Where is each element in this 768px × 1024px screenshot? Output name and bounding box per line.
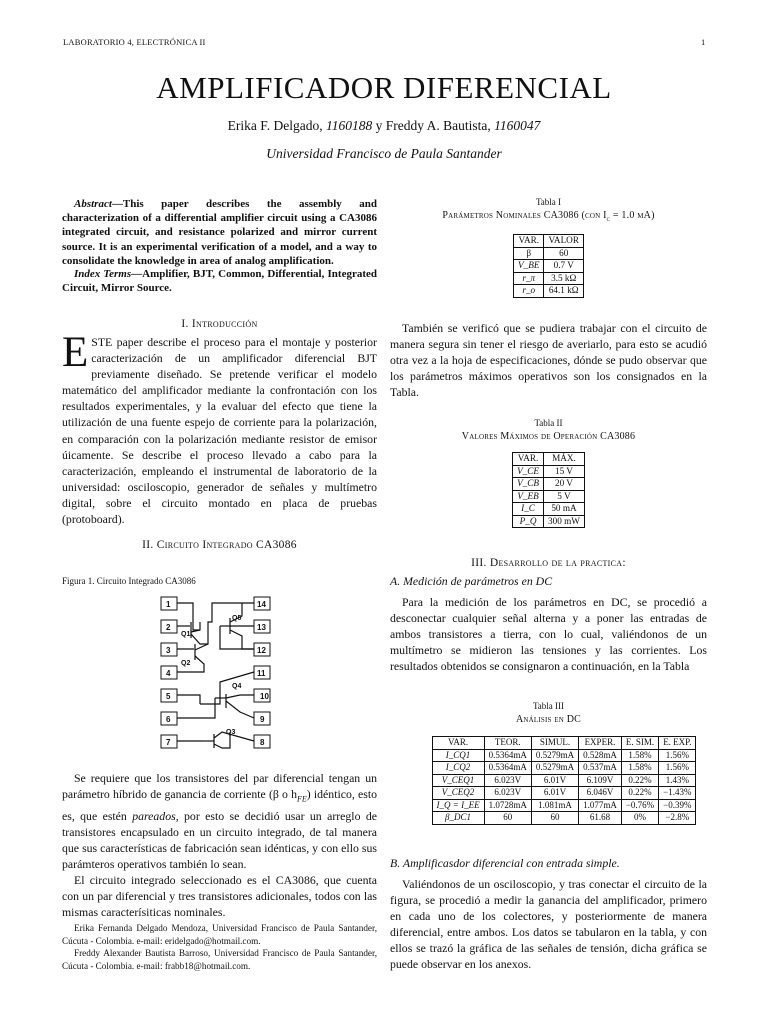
table-row: I_C 50 mA bbox=[513, 503, 585, 516]
pin-label-left: 1 bbox=[166, 600, 171, 609]
table-3-caption: Tabla III Análisis en DC bbox=[515, 701, 582, 725]
abstract-label: Abstract bbox=[74, 198, 112, 210]
pin-label-right: 10 bbox=[260, 692, 269, 701]
pin-label-right: 12 bbox=[257, 646, 266, 655]
table-1-followup: También se verificó que se pudiera trabajar con el circuito de manera segura sin tener el riesgo de averiarlo, para esto se acudió otra vez a la hoja de especificaciones, dónde se pudo observar que los parámetros máximos operativos son los consignados en la Tabla. bbox=[390, 321, 707, 400]
subsection-a-title: A. Medición de parámetros en DC bbox=[390, 574, 553, 588]
transistor-label-q5: Q5 bbox=[232, 615, 242, 622]
pin-label-right: 8 bbox=[260, 738, 265, 747]
section-2-body: Se requiere que los transistores del par diferencial tengan un parámetro híbrido de ganancia de corriente (β o $h_{FE}$) idéntico, esto es, que estén pareados, por esto se decidió usar un arreglo de transistores encapsulado en un circuito integrado, de tal manera que sus características de fabricación sean idénticas, y con ello sus parámteros operativos también lo sean. El circuito integrado seleccionado es el CA3086, que cuenta con un par diferencial y tres transistores adicionales, todos con las mismas caracterísiticas nominales. bbox=[62, 771, 378, 920]
table-row: V_BE 0.7 V bbox=[514, 260, 584, 273]
pin-label-right: 9 bbox=[260, 715, 265, 724]
transistor-label-q1: Q1 bbox=[181, 631, 191, 638]
table-row: r_o 64.1 kΩ bbox=[514, 285, 584, 298]
table-2-caption: Tabla II Valores Máximos de Operación CA3086 bbox=[461, 418, 636, 442]
figure-1-caption: Figura 1. Circuito Integrado CA3086 bbox=[62, 576, 196, 586]
pin-label-right: 13 bbox=[257, 623, 266, 632]
table-2: VAR. MÁX. V_CE 15 V V_CB 20 V V_EB 5 V I_C 50 mA P_Q 300 mW bbox=[390, 452, 707, 528]
table-row: β_DC1 60 60 61.68 0% −2.8% bbox=[432, 812, 696, 825]
section-2-title: II. Circuito Integrado CA3086 bbox=[142, 539, 297, 551]
transistor-label-q4: Q4 bbox=[232, 683, 242, 690]
table-row: β 60 bbox=[514, 247, 584, 260]
drop-cap: E bbox=[62, 329, 89, 376]
index-label: Index Terms bbox=[74, 268, 132, 280]
paper-title: AMPLIFICADOR DIFERENCIAL bbox=[156, 70, 612, 105]
table-1: VAR. VALOR β 60 V_BE 0.7 V r_π 3.5 kΩ r_o 64.1 kΩ bbox=[390, 234, 707, 298]
transistor-label-q3: Q3 bbox=[226, 729, 236, 736]
ca3086-diagram bbox=[160, 592, 272, 750]
pin-label-right: 11 bbox=[257, 669, 266, 678]
pin-label-left: 6 bbox=[166, 715, 171, 724]
page-number: 1 bbox=[701, 37, 706, 47]
table-row: r_π 3.5 kΩ bbox=[514, 272, 584, 285]
running-header: LABORATORIO 4, ELECTRÓNICA II bbox=[63, 37, 206, 47]
pin-label-left: 4 bbox=[166, 669, 171, 678]
pin-label-left: 3 bbox=[166, 646, 171, 655]
footnotes bbox=[62, 922, 377, 972]
section-3-title: III. Desarrollo de la practica: bbox=[471, 557, 626, 569]
pin-label-right: 14 bbox=[257, 600, 266, 609]
table-row: V_CEQ2 6.023V 6.01V 6.046V 0.22% −1.43% bbox=[432, 787, 696, 800]
pin-label-left: 2 bbox=[166, 623, 171, 632]
transistor-label-q2: Q2 bbox=[181, 660, 191, 667]
table-row: V_CB 20 V bbox=[513, 478, 585, 491]
footnote: Erika Fernanda Delgado Mendoza, Universidad Francisco de Paula Santander, Cúcuta - Colombia. e-mail: eridelgado@hotmail.com. bbox=[62, 923, 377, 946]
subsection-b-title: B. Amplificasdor diferencial con entrada simple. bbox=[390, 856, 620, 870]
table-row: V_CEQ1 6.023V 6.01V 6.109V 0.22% 1.43% bbox=[432, 774, 696, 787]
affiliation: Universidad Francisco de Paula Santander bbox=[266, 146, 502, 161]
subsection-b-body: Valiéndonos de un osciloscopio, y tras conectar el circuito de la figura, se procedió a medir la ganancia del amplificador, primero en cada uno de los colectores, y posteriormente de manera diferencial, entre ambos. Los datos se tabularon en la tabla, y con ellos se trazó la gráfica de las señales de tensión, dicha gráfica se puede observar en los anexos. bbox=[390, 877, 707, 972]
subsection-a-body: Para la medición de los parámetros en DC, se procedió a desconectar cualquier señal alterna y a poner las entradas de ambos transistores a tierra, con lo cual, valiéndonos de un multímetro se midieron las tensiones y las corrientes. Los resultados obtenidos se consignaron a continuación, en la Tabla bbox=[390, 595, 707, 674]
section-1-title: I. Introducción bbox=[181, 318, 258, 330]
table-row: I_CQ1 0.5364mA 0.5279mA 0.528mA 1.58% 1.56% bbox=[432, 749, 696, 762]
table-row: V_EB 5 V bbox=[513, 490, 585, 503]
table-3: VAR. TEOR. SIMUL. EXPER. E. SIM. E. EXP. I_CQ1 0.5364mA 0.5279mA 0.528mA 1.58% 1.56% I_CQ2 0.5364mA 0.5279mA 0.537mA 1.58% 1.56% V_CEQ1 6.023V 6.01V 6.109V 0.22% 1.43% V_CEQ2 6.023V 6.01V 6.046V 0.22% −1.43% I_Q = I_EE 1.0728mA 1.081mA 1.077mA −0.76% −0.39% β_DC1 60 60 61.68 0% −2.8% bbox=[394, 736, 734, 825]
table-row: I_CQ2 0.5364mA 0.5279mA 0.537mA 1.58% 1.56% bbox=[432, 762, 696, 775]
pin-label-left: 7 bbox=[166, 738, 171, 747]
table-row: I_Q = I_EE 1.0728mA 1.081mA 1.077mA −0.76% −0.39% bbox=[432, 799, 696, 812]
table-1-caption: Tabla I Parámetros Nominales CA3086 (con $I_c = 1.0$ mA) bbox=[442, 197, 655, 223]
table-row: P_Q 300 mW bbox=[513, 515, 585, 528]
authors-line: Erika F. Delgado, 1160188 y Freddy A. Bautista, 1160047 bbox=[227, 118, 541, 133]
footnote: Freddy Alexander Bautista Barroso, Universidad Francisco de Paula Santander, Cúcuta - Colombia. e-mail: frabb18@hotmail.com. bbox=[62, 948, 377, 971]
circuit-wires bbox=[177, 603, 254, 748]
index-terms: Index Terms—Amplifier, BJT, Common, Differential, Integrated Circuit, Mirror Source. bbox=[62, 268, 377, 295]
section-1-body: ESTE paper describe el proceso para el montaje y posterior caracterización de un amplificador diferencial BJT previamente diseñado. Se pretende verificar el modelo matemático del amplificador mediante la confrontación con los resultados experimentales, y la evaluar del efecto que tiene la utilización de una fuente espejo de corriente para la polarización, en comparación con la polarización mediante resistor de emisor úicamente. Se describe el proceso llevado a cabo para la caracterización, empleando el instrumental de laboratorio de la universidad: osciloscopio, generador de señales y multímetro digital, sobre el circuito montado en placa de pruebas (protoboard). bbox=[62, 329, 377, 527]
table-row: V_CE 15 V bbox=[513, 465, 585, 478]
pin-label-left: 5 bbox=[166, 692, 171, 701]
abstract: Abstract—This paper describes the assembly and characterization of a differential amplifier circuit using a CA3086 integrated circuit, and resistance polarized and mirror current source. It is an experimental verification of a model, and a way to consolidate the knowledge in area of analog amplification. bbox=[62, 198, 377, 267]
